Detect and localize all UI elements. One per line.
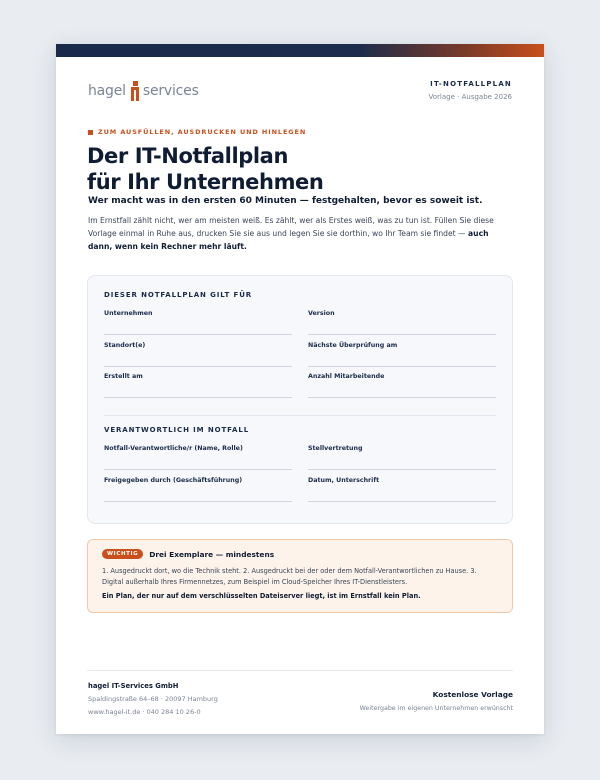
section-divider (104, 415, 496, 416)
field-label: Freigegeben durch (Geschäftsführung) (104, 477, 243, 484)
company-name: hagel IT-Services GmbH (88, 682, 179, 690)
field-naechste-ueberpruefung[interactable] (308, 342, 496, 367)
field-label: Standort(e) (104, 342, 146, 349)
form-card (87, 275, 513, 524)
intro-text: Im Ernstfall zählt nicht, wer am meisten weiß. Es zählt, wer als Erstes weiß, was zu tun ist. Füllen Sie diese Vorlage einmal in Ruhe aus, drucken Sie sie aus und legen Sie sie dorthin, wo Ihr Team sie findet — (88, 216, 494, 238)
logo-word-left: hagel (88, 83, 126, 99)
company-logo (88, 80, 199, 102)
field-version[interactable] (308, 310, 496, 335)
page-title (87, 143, 323, 195)
notice-text: 1. Ausgedruckt dort, wo die Technik steht. 2. Ausgedruckt bei der oder dem Notfall-Verantwortlichen zu Hause. 3. Digital außerhalb Ihres Firmennetzes, zum Beispiel im Cloud-Speicher Ihres IT-Dienstleisters. (102, 567, 477, 586)
field-label: Nächste Überprüfung am (308, 342, 398, 349)
field-freigegeben-durch[interactable] (104, 477, 292, 502)
field-label: Version (308, 310, 335, 317)
field-label: Notfall-Verantwortliche/r (Name, Rolle) (104, 445, 243, 452)
intro-paragraph (88, 214, 512, 253)
field-unternehmen[interactable] (104, 310, 292, 335)
field-datum-unterschrift[interactable] (308, 477, 496, 502)
section-title-responsible: VERANTWORTLICH IM NOTFALL (104, 426, 250, 434)
document-label: IT-NOTFALLPLAN (430, 80, 512, 88)
field-standort[interactable] (104, 342, 292, 367)
field-erstellt-am[interactable] (104, 373, 292, 398)
document-meta (429, 80, 512, 101)
kicker (88, 128, 306, 136)
field-label: Anzahl Mitarbeitende (308, 373, 385, 380)
notice-header (102, 549, 274, 559)
lead-text: Wer macht was in den ersten 60 Minuten — festgehalten, bevor es soweit ist. (88, 196, 483, 206)
field-anzahl-mitarbeitende[interactable] (308, 373, 496, 398)
important-badge: WICHTIG (102, 549, 143, 559)
company-info (88, 682, 218, 716)
field-label: Stellvertretung (308, 445, 363, 452)
kicker-text: ZUM AUSFÜLLEN, AUSDRUCKEN UND HINLEGEN (98, 128, 307, 136)
field-stellvertretung[interactable] (308, 445, 496, 470)
document-edition: Vorlage · Ausgabe 2026 (428, 93, 512, 101)
title-line-1: Der IT-Notfallplan (87, 144, 289, 168)
field-label: Unternehmen (104, 310, 153, 317)
header-color-bar (56, 44, 544, 57)
logo-word-right: services (142, 83, 199, 99)
kicker-square-icon (88, 130, 93, 135)
intro-emphasis: auch dann, wenn kein Rechner mehr läuft. (88, 229, 489, 251)
field-notfall-verantwortliche[interactable] (104, 445, 292, 470)
free-template-note (360, 690, 513, 712)
free-template-subtitle: Weitergabe im eigenen Unternehmen erwünscht (359, 705, 513, 712)
notice-title: Drei Exemplare — mindestens (149, 549, 275, 559)
footer-divider (87, 670, 513, 671)
logo-i-mark-icon (130, 81, 139, 101)
free-template-title: Kostenlose Vorlage (432, 690, 513, 699)
notice-emphasis: Ein Plan, der nur auf dem verschlüsselten Dateiserver liegt, ist im Ernstfall kein Plan. (102, 592, 421, 600)
field-label: Erstellt am (104, 373, 143, 380)
document-sheet (56, 44, 544, 734)
company-address: Spaldingstraße 64–68 · 20097 Hamburg (88, 695, 218, 703)
field-label: Datum, Unterschrift (308, 477, 380, 484)
company-contact: www.hagel-it.de · 040 284 10 26-0 (88, 708, 201, 716)
important-notice (87, 539, 513, 613)
section-title-scope: DIESER NOTFALLPLAN GILT FÜR (104, 291, 253, 299)
title-line-2: für Ihr Unternehmen (87, 170, 324, 194)
